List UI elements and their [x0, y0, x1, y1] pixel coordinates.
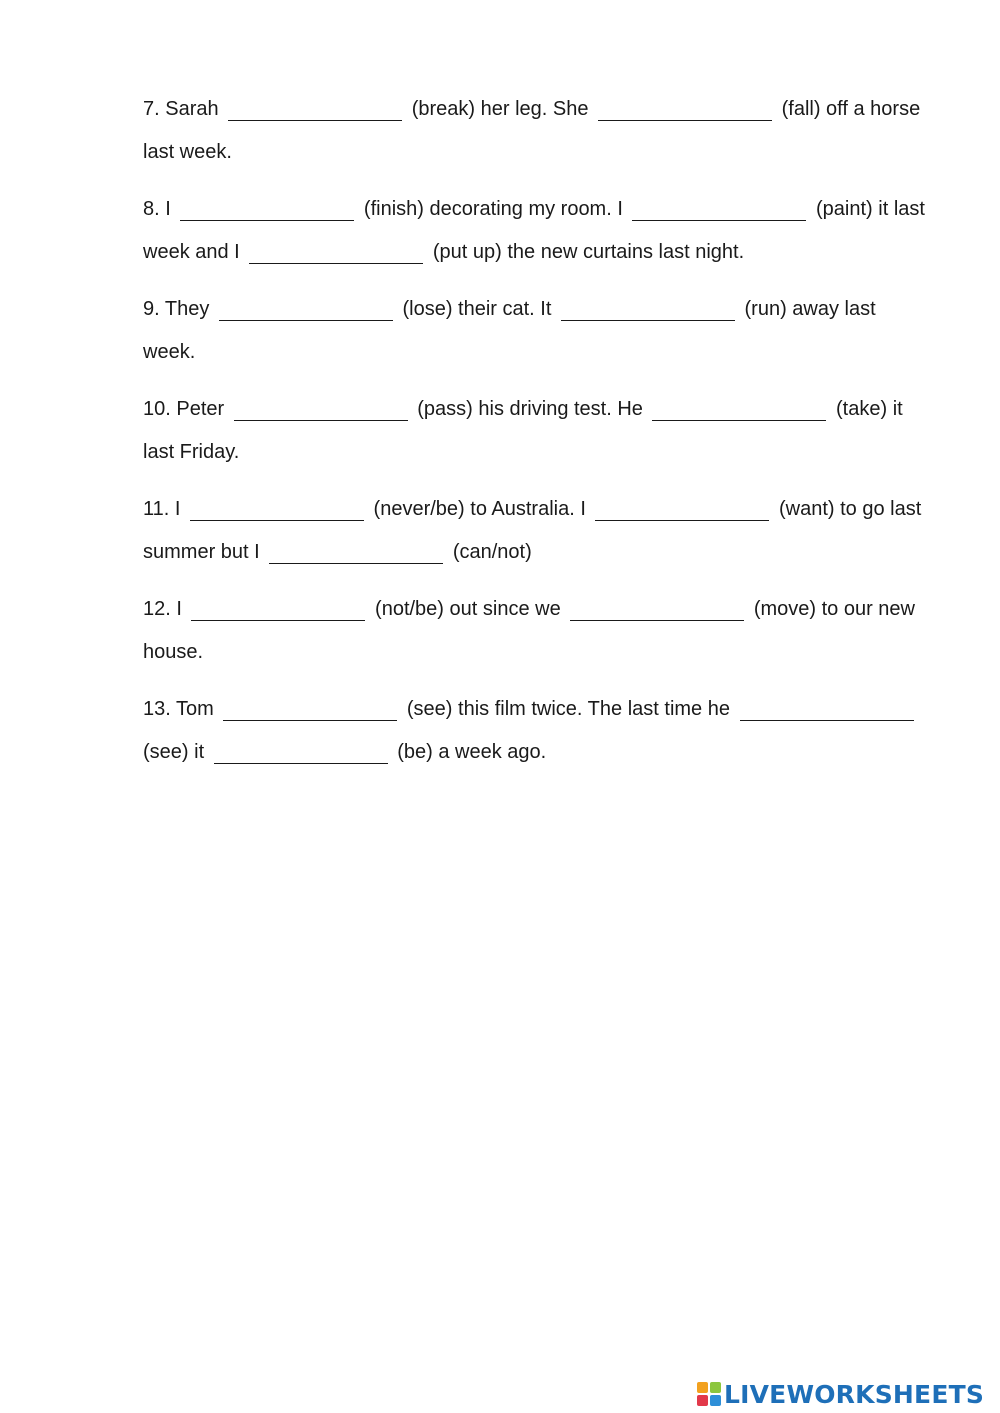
answer-blank[interactable]: [652, 398, 826, 421]
liveworksheets-logo: [697, 1377, 984, 1411]
logo-square: [697, 1382, 708, 1393]
answer-blank[interactable]: [223, 698, 397, 721]
answer-blank[interactable]: [632, 198, 806, 221]
answer-blank[interactable]: [595, 498, 769, 521]
exercise-text: (put up) the new curtains last night.: [427, 241, 745, 263]
exercise-item: [143, 588, 933, 674]
exercise-text: (be) a week ago.: [391, 741, 547, 763]
exercise-text: (take) it last Friday.: [143, 398, 903, 463]
logo-square: [710, 1382, 721, 1393]
answer-blank[interactable]: [219, 298, 393, 321]
exercise-text: (want) to go last summer but I: [143, 498, 922, 563]
exercise-text: 12. I: [143, 598, 188, 620]
exercise-text: 10. Peter: [143, 398, 230, 420]
exercise-text: (move) to our new house.: [143, 598, 915, 663]
exercise-item: [143, 388, 933, 474]
answer-blank[interactable]: [234, 398, 408, 421]
exercise-item: [143, 88, 933, 174]
exercise-text: (see) it: [143, 741, 210, 763]
exercise-text: (never/be) to Australia. I: [368, 498, 592, 520]
answer-blank[interactable]: [190, 498, 364, 521]
exercise-text: (see) this film twice. The last time he: [401, 698, 736, 720]
logo-square: [710, 1395, 721, 1406]
exercise-item: [143, 188, 933, 274]
answer-blank[interactable]: [740, 698, 914, 721]
exercise-text: 11. I: [143, 498, 186, 520]
answer-blank[interactable]: [598, 98, 772, 121]
exercise-item: [143, 288, 933, 374]
exercise-list: [143, 88, 933, 788]
exercise-text: (break) her leg. She: [406, 98, 595, 120]
exercise-text: (lose) their cat. It: [396, 298, 557, 320]
exercise-text: 7. Sarah: [143, 98, 225, 120]
exercise-text: (run) away last week.: [143, 298, 876, 363]
answer-blank[interactable]: [570, 598, 744, 621]
exercise-text: (not/be) out since we: [369, 598, 567, 620]
exercise-text: (paint) it last week and I: [143, 198, 925, 263]
answer-blank[interactable]: [191, 598, 365, 621]
logo-square: [697, 1395, 708, 1406]
exercise-item: [143, 688, 933, 774]
exercise-text: 9. They: [143, 298, 215, 320]
answer-blank[interactable]: [249, 241, 423, 264]
answer-blank[interactable]: [561, 298, 735, 321]
logo-text: LIVEWORKSHEETS: [724, 1379, 985, 1409]
exercise-text: (fall) off a horse last week.: [143, 98, 921, 163]
exercise-text: 13. Tom: [143, 698, 220, 720]
exercise-item: [143, 488, 933, 574]
answer-blank[interactable]: [214, 741, 388, 764]
answer-blank[interactable]: [228, 98, 402, 121]
answer-blank[interactable]: [180, 198, 354, 221]
exercise-text: (pass) his driving test. He: [411, 398, 649, 420]
liveworksheets-logo-icon: [697, 1382, 721, 1406]
exercise-text: (can/not): [447, 541, 532, 563]
exercise-text: (finish) decorating my room. I: [358, 198, 629, 220]
answer-blank[interactable]: [269, 541, 443, 564]
exercise-text: 8. I: [143, 198, 177, 220]
